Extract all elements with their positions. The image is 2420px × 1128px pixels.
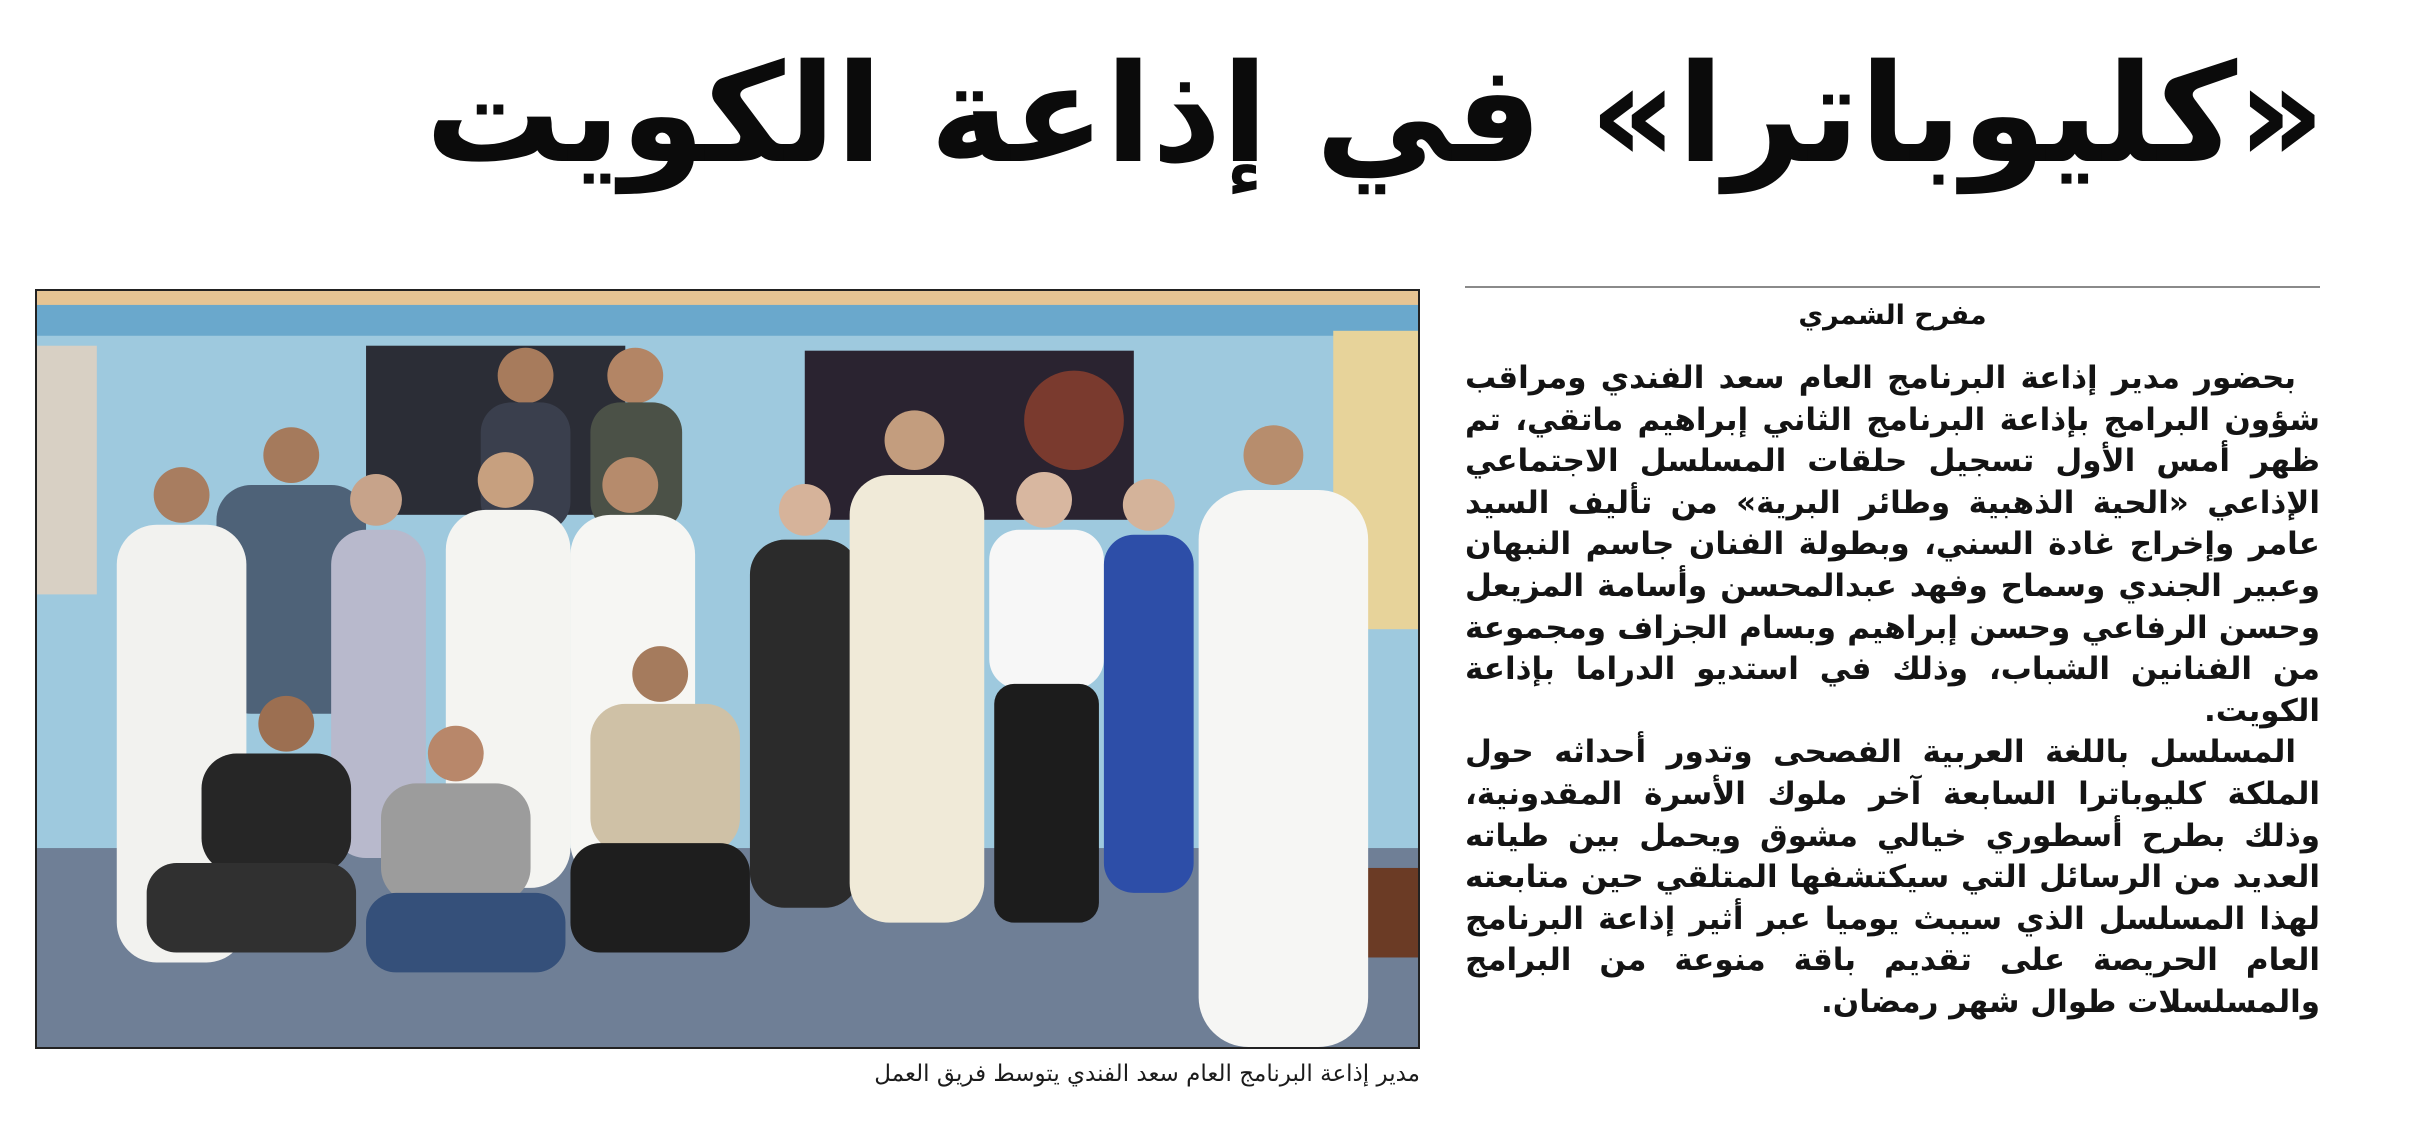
article-paragraph: المسلسل باللغة العربية الفصحى وتدور أحداثه حول الملكة كليوباترا السابعة آخر ملوك الأسرة المقدونية، وذلك بطرح أسطوري خيالي مشوق ويحمل بين طياته العديد من الرسائل التي سيكتشفها المتلقي حين متابعته لهذا المسلسل الذي سيبث يوميا عبر أثير إذاعة البرنامج العام الحريصة على تقديم باقة منوعة من البرامج والمسلسلات طوال شهر رمضان.: [1465, 734, 2320, 1020]
article-body: [1465, 358, 2320, 1024]
group-photo: [35, 289, 1420, 1049]
person: [1104, 479, 1194, 893]
article-column: [1465, 286, 2320, 1024]
article-paragraph: بحضور مدير إذاعة البرنامج العام سعد الفندي ومراقب شؤون البرامج بإذاعة البرنامج الثاني إبراهيم ماتقي، تم ظهر أمس الأول تسجيل حلقات المسلسل الاجتماعي الإذاعي «الحية الذهبية وطائر البرية» من تأليف السيد عامر وإخراج غادة السني، وبطولة الفنان جاسم النبهان وعبير الجندي وسماح وفهد عبدالمحسن وأسامة المزيعل وحسن الرفاعي وحسن إبراهيم وبسام الجزاف ومجموعة من الفنانين الشباب، وذلك في استديو الدراما بإذاعة الكويت.: [1465, 360, 2320, 729]
byline: مفرح الشمري: [1798, 300, 1987, 331]
headline: «كليوباترا» في إذاعة الكويت: [425, 36, 2325, 194]
person: [989, 472, 1104, 923]
photo-caption: مدير إذاعة البرنامج العام سعد الفندي يتوسط فريق العمل: [874, 1061, 1420, 1087]
column-divider: [1465, 286, 2320, 288]
person: [850, 410, 985, 922]
person: [1199, 425, 1369, 1047]
person: [750, 484, 860, 908]
